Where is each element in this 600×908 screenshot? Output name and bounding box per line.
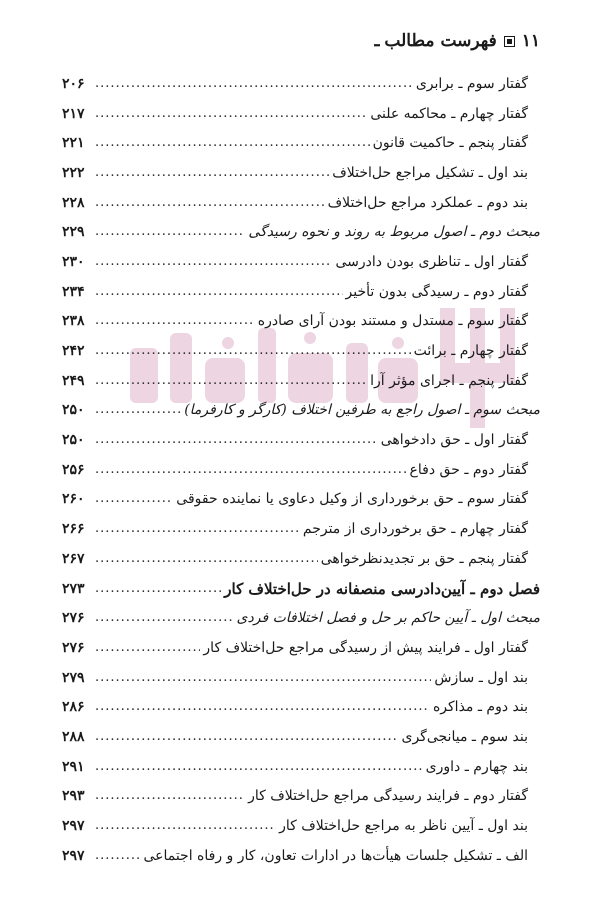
toc-entry-page: ۲۷۶ xyxy=(62,639,85,656)
toc-leader-dots xyxy=(95,136,370,150)
toc-entry-page: ۲۶۶ xyxy=(62,521,85,538)
toc-entry-page: ۲۳۸ xyxy=(62,313,85,330)
toc-entry-page: ۲۴۲ xyxy=(62,343,85,360)
toc-leader-dots xyxy=(95,671,431,685)
toc-entry xyxy=(62,217,540,247)
toc-entry-title: گفتار سوم ـ برابری xyxy=(415,75,528,92)
toc-leader-dots xyxy=(95,789,245,803)
toc-entry-title: بند سوم ـ میانجی‌گری xyxy=(401,728,528,745)
page-header xyxy=(60,26,540,56)
toc-entry-title: بند دوم ـ عملکرد مراجع حل‌اختلاف xyxy=(327,194,528,211)
toc-entry xyxy=(62,663,540,693)
toc-leader-dots xyxy=(95,730,399,744)
toc-entry-title: الف ـ تشکیل جلسات هیأت‌ها در ادارات تعاون، کار و رفاه اجتماعی xyxy=(143,847,528,864)
square-bullet-icon xyxy=(504,36,515,47)
toc-leader-dots xyxy=(95,700,430,714)
toc-entry-page: ۲۴۹ xyxy=(62,372,85,389)
toc-leader-dots xyxy=(95,285,343,299)
toc-entry-title: گفتار اول ـ فرایند پیش از رسیدگی مراجع حل‌اختلاف کار xyxy=(203,639,528,656)
toc-entry xyxy=(62,455,540,485)
toc-entry xyxy=(62,752,540,782)
toc-entry xyxy=(62,366,540,396)
toc-entry xyxy=(62,307,540,337)
toc-entry-page: ۲۱۷ xyxy=(62,105,85,122)
toc-entry-page: ۲۹۳ xyxy=(62,788,85,805)
toc-entry-title: گفتار دوم ـ رسیدگی بدون تأخیر xyxy=(345,283,528,300)
toc-leader-dots xyxy=(95,225,245,239)
toc-entry xyxy=(62,69,540,99)
toc-entry-title: گفتار اول ـ حق دادخواهی xyxy=(380,432,528,449)
toc-entry xyxy=(62,128,540,158)
toc-leader-dots xyxy=(95,819,276,833)
toc-entry-title: گفتار چهارم ـ حق برخورداری از مترجم xyxy=(302,521,528,538)
toc-entry-title: بند اول ـ سازش xyxy=(434,669,528,686)
toc-leader-dots xyxy=(95,255,332,269)
toc-entry-title: گفتار دوم ـ حق دفاع xyxy=(409,461,528,478)
toc-entry-page: ۲۹۷ xyxy=(62,818,85,835)
toc-entry xyxy=(62,396,540,426)
toc-entry-page: ۲۷۶ xyxy=(62,610,85,627)
toc-entry-title: گفتار دوم ـ فرایند رسیدگی مراجع حل‌اختلاف کار xyxy=(248,788,528,805)
toc-entry xyxy=(62,782,540,812)
toc-entry xyxy=(62,247,540,277)
toc-leader-dots xyxy=(95,374,367,388)
toc-entry-title: گفتار سوم ـ مستدل و مستند بودن آرای صادره xyxy=(257,313,528,330)
toc-entry-title: فصل دوم ـ آیین‌دادرسی منصفانه در حل‌اختلاف کار xyxy=(224,579,540,598)
toc-leader-dots xyxy=(95,403,181,417)
toc-entry xyxy=(62,603,540,633)
toc-leader-dots xyxy=(95,433,378,447)
toc-entry xyxy=(62,158,540,188)
toc-leader-dots xyxy=(95,760,423,774)
toc-entry xyxy=(62,277,540,307)
toc-entry-page: ۲۵۰ xyxy=(62,432,85,449)
toc-entry-page: ۲۹۱ xyxy=(62,758,85,775)
toc-leader-dots xyxy=(95,582,221,596)
toc-leader-dots xyxy=(95,344,411,358)
toc-entry xyxy=(62,692,540,722)
toc-leader-dots xyxy=(95,522,300,536)
toc-entry-page: ۲۵۰ xyxy=(62,402,85,419)
toc-entry-title: مبحث سوم ـ اصول راجع به طرفین اختلاف (کارگر و کارفرما) xyxy=(184,402,540,419)
toc-entry xyxy=(62,514,540,544)
toc-entry-page: ۲۲۸ xyxy=(62,194,85,211)
toc-entry-title: گفتار سوم ـ حق برخورداری از وکیل دعاوی یا نماینده حقوقی xyxy=(176,491,528,508)
toc-entry-page: ۲۷۹ xyxy=(62,669,85,686)
toc-entry-page: ۲۸۸ xyxy=(62,728,85,745)
toc-entry-title: بند اول ـ تشکیل مراجع حل‌اختلاف xyxy=(332,164,528,181)
toc-entry xyxy=(62,485,540,515)
toc-entry xyxy=(62,425,540,455)
toc-entry xyxy=(62,336,540,366)
toc-entry-page: ۲۶۷ xyxy=(62,550,85,567)
toc-entry-page: ۲۸۶ xyxy=(62,699,85,716)
toc-entry-page: ۲۳۰ xyxy=(62,253,85,270)
toc-entry-page: ۲۲۹ xyxy=(62,224,85,241)
toc-leader-dots xyxy=(95,314,255,328)
toc-leader-dots xyxy=(95,492,173,506)
toc-leader-dots xyxy=(95,611,234,625)
toc-leader-dots xyxy=(95,196,325,210)
toc-entry-title: مبحث دوم ـ اصول مربوط به روند و نحوه رسیدگی xyxy=(248,224,540,241)
toc-entry-title: بند اول ـ آیین ناظر به مراجع حل‌اختلاف کار xyxy=(279,818,528,835)
toc-entry xyxy=(62,811,540,841)
toc-entry xyxy=(62,722,540,752)
toc-leader-dots xyxy=(95,107,367,121)
toc-entry-title: بند چهارم ـ داوری xyxy=(425,758,528,775)
toc-entry-page: ۲۳۴ xyxy=(62,283,85,300)
toc-entry-page: ۲۰۶ xyxy=(62,75,85,92)
toc-leader-dots xyxy=(95,463,407,477)
toc-entry-title: گفتار چهارم ـ محاکمه علنی xyxy=(370,105,528,122)
toc-entry-title: گفتار پنجم ـ حاکمیت قانون xyxy=(372,135,528,152)
toc-entry-title: بند دوم ـ مذاکره xyxy=(432,699,528,716)
toc-leader-dots xyxy=(95,166,329,180)
toc-entry-title: گفتار اول ـ تناظری بودن دادرسی xyxy=(335,253,528,270)
toc-entry-page: ۲۶۰ xyxy=(62,491,85,508)
toc-entry-title: گفتار پنجم ـ اجرای مؤثر آرا xyxy=(370,372,528,389)
toc-entry xyxy=(62,841,540,871)
header-title: فهرست مطالب xyxy=(384,31,497,51)
toc-entry-title: مبحث اول ـ آیین حاکم بر حل و فصل اختلافات فردی xyxy=(236,610,540,627)
toc-entry xyxy=(62,574,540,604)
toc-entry-page: ۲۲۱ xyxy=(62,135,85,152)
toc-leader-dots xyxy=(95,77,413,91)
toc-entry-title: گفتار پنجم ـ حق بر تجدیدنظرخواهی xyxy=(320,550,528,567)
toc-leader-dots xyxy=(95,552,318,566)
toc-leader-dots xyxy=(95,849,140,863)
toc-entry-page: ۲۷۳ xyxy=(62,580,85,597)
toc-entry xyxy=(62,99,540,129)
toc-entry xyxy=(62,633,540,663)
toc-entry-page: ۲۹۷ xyxy=(62,847,85,864)
toc-entry-page: ۲۵۶ xyxy=(62,461,85,478)
header-dash: ـ xyxy=(374,31,380,51)
toc-entry xyxy=(62,544,540,574)
page-number: ۱۱ xyxy=(521,31,540,51)
toc-entry-title: گفتار چهارم ـ برائت xyxy=(413,343,528,360)
toc-entry-page: ۲۲۲ xyxy=(62,164,85,181)
toc-leader-dots xyxy=(95,641,200,655)
table-of-contents xyxy=(62,69,540,871)
toc-entry xyxy=(62,188,540,218)
